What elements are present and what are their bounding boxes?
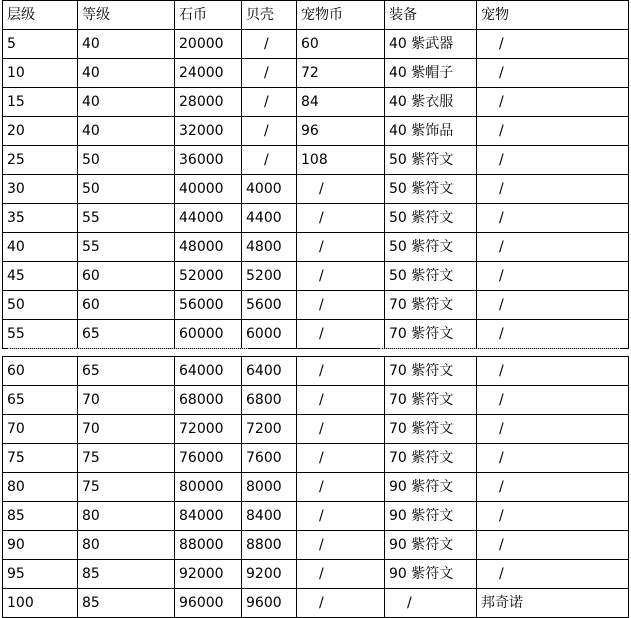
cell-pet-coins: / [297,204,385,233]
cell-equipment: 40 紫饰品 [385,117,477,146]
table-row [3,291,629,320]
cell-equipment: 40 紫衣服 [385,88,477,117]
cell-pet-coins: / [297,502,385,531]
cell-level: 55 [3,320,78,349]
cell-grade: 40 [78,59,175,88]
cell-grade: 55 [78,204,175,233]
cell-level: 50 [3,291,78,320]
cell-grade: 60 [78,262,175,291]
cell-pet-coins: / [297,444,385,473]
cell-stone-coins: 48000 [175,233,242,262]
table-row [3,531,629,560]
cell-shells: 6400 [242,357,297,386]
cell-pet: / [477,146,629,175]
cell-stone-coins: 44000 [175,204,242,233]
cell-shells: / [242,30,297,59]
cell-grade: 70 [78,386,175,415]
cell-equipment: 70 紫符文 [385,415,477,444]
cell-shells: 7200 [242,415,297,444]
cell-pet-coins: / [297,386,385,415]
cell-level: 20 [3,117,78,146]
cell-pet: / [477,88,629,117]
cell-level: 40 [3,233,78,262]
cell-equipment: 90 紫符文 [385,531,477,560]
header-cell-level: 层级 [3,1,78,30]
cell-equipment: 40 紫武器 [385,30,477,59]
cell-equipment: 90 紫符文 [385,502,477,531]
header-cell-shells: 贝壳 [242,1,297,30]
cell-pet: / [477,233,629,262]
table-row [3,560,629,589]
cell-equipment: 70 紫符文 [385,291,477,320]
cell-level: 5 [3,30,78,59]
cell-level: 95 [3,560,78,589]
cell-shells: 9600 [242,589,297,618]
table-row [3,204,629,233]
cell-stone-coins: 96000 [175,589,242,618]
cell-grade: 80 [78,531,175,560]
cell-pet: / [477,175,629,204]
cell-shells: / [242,146,297,175]
cell-pet: / [477,531,629,560]
cell-equipment: 50 紫符文 [385,175,477,204]
cell-shells: 8000 [242,473,297,502]
cell-level: 10 [3,59,78,88]
cell-equipment: 70 紫符文 [385,444,477,473]
cell-shells: 8800 [242,531,297,560]
cell-grade: 60 [78,291,175,320]
reward-table-bottom [2,356,629,618]
cell-stone-coins: 84000 [175,502,242,531]
table-row [3,444,629,473]
cell-pet-coins: / [297,589,385,618]
cell-pet-coins: / [297,531,385,560]
table-row [3,473,629,502]
cell-pet-coins: 60 [297,30,385,59]
cell-pet: / [477,204,629,233]
cell-grade: 50 [78,146,175,175]
cell-equipment: 90 紫符文 [385,473,477,502]
table-row [3,146,629,175]
cell-pet-coins: / [297,473,385,502]
cell-equipment: 70 紫符文 [385,357,477,386]
cell-grade: 75 [78,444,175,473]
cell-equipment: 50 紫符文 [385,146,477,175]
table-row [3,59,629,88]
cell-pet: / [477,291,629,320]
cell-grade: 65 [78,320,175,349]
cell-level: 15 [3,88,78,117]
cell-shells: / [242,117,297,146]
table-header-row [3,1,629,30]
reward-table-top-body [3,1,629,349]
cell-equipment: 90 紫符文 [385,560,477,589]
cell-stone-coins: 60000 [175,320,242,349]
table-row [3,30,629,59]
cell-pet-coins: / [297,320,385,349]
cell-level: 30 [3,175,78,204]
cell-shells: 4000 [242,175,297,204]
header-cell-grade: 等级 [78,1,175,30]
cell-stone-coins: 40000 [175,175,242,204]
table-row [3,233,629,262]
cell-pet: / [477,473,629,502]
cell-pet: / [477,357,629,386]
cell-pet-coins: / [297,262,385,291]
cell-pet: / [477,386,629,415]
cell-shells: / [242,88,297,117]
table-row [3,589,629,618]
cell-stone-coins: 68000 [175,386,242,415]
cell-level: 65 [3,386,78,415]
cell-shells: 6000 [242,320,297,349]
cell-pet-coins: / [297,175,385,204]
cell-equipment: 70 紫符文 [385,320,477,349]
cell-equipment: 40 紫帽子 [385,59,477,88]
cell-shells: 8400 [242,502,297,531]
table-row [3,357,629,386]
header-cell-pet-coins: 宠物币 [297,1,385,30]
cell-grade: 85 [78,589,175,618]
header-cell-equipment: 装备 [385,1,477,30]
table-row [3,415,629,444]
cell-level: 60 [3,357,78,386]
cell-level: 80 [3,473,78,502]
cell-pet-coins: 72 [297,59,385,88]
cell-pet-coins: 84 [297,88,385,117]
page-break-gap [0,343,631,355]
cell-pet: / [477,30,629,59]
cell-level: 45 [3,262,78,291]
cell-grade: 40 [78,117,175,146]
cell-level: 35 [3,204,78,233]
cell-pet: 邦奇诺 [477,589,629,618]
cell-grade: 65 [78,357,175,386]
cell-level: 25 [3,146,78,175]
cell-shells: 5200 [242,262,297,291]
cell-pet: / [477,415,629,444]
cell-pet: / [477,560,629,589]
cell-stone-coins: 76000 [175,444,242,473]
table-row [3,88,629,117]
cell-pet-coins: / [297,357,385,386]
cell-pet-coins: / [297,291,385,320]
table-row [3,386,629,415]
cell-pet: / [477,320,629,349]
cell-pet: / [477,502,629,531]
cell-level: 85 [3,502,78,531]
table-row [3,502,629,531]
page-break-line [380,348,620,349]
cell-shells: 9200 [242,560,297,589]
cell-grade: 70 [78,415,175,444]
cell-shells: 4800 [242,233,297,262]
cell-pet-coins: / [297,233,385,262]
cell-stone-coins: 36000 [175,146,242,175]
cell-shells: 6800 [242,386,297,415]
reward-table-top [2,0,629,349]
cell-stone-coins: 56000 [175,291,242,320]
table-row [3,175,629,204]
cell-grade: 40 [78,88,175,117]
cell-level: 75 [3,444,78,473]
cell-shells: / [242,59,297,88]
header-cell-stone-coins: 石币 [175,1,242,30]
cell-grade: 75 [78,473,175,502]
cell-stone-coins: 80000 [175,473,242,502]
cell-stone-coins: 28000 [175,88,242,117]
cell-pet-coins: 96 [297,117,385,146]
cell-pet: / [477,262,629,291]
cell-stone-coins: 32000 [175,117,242,146]
cell-grade: 80 [78,502,175,531]
reward-table-bottom-body [3,357,629,618]
cell-stone-coins: 24000 [175,59,242,88]
cell-pet-coins: 108 [297,146,385,175]
cell-equipment: 50 紫符文 [385,262,477,291]
cell-grade: 40 [78,30,175,59]
cell-pet-coins: / [297,560,385,589]
cell-equipment: / [385,589,477,618]
cell-pet: / [477,59,629,88]
cell-shells: 4400 [242,204,297,233]
cell-grade: 55 [78,233,175,262]
cell-stone-coins: 20000 [175,30,242,59]
page-break-line [8,348,248,349]
cell-pet-coins: / [297,415,385,444]
cell-pet: / [477,444,629,473]
cell-equipment: 50 紫符文 [385,204,477,233]
cell-stone-coins: 72000 [175,415,242,444]
cell-shells: 7600 [242,444,297,473]
cell-stone-coins: 92000 [175,560,242,589]
cell-level: 100 [3,589,78,618]
table-row [3,117,629,146]
cell-stone-coins: 64000 [175,357,242,386]
cell-level: 90 [3,531,78,560]
cell-pet: / [477,117,629,146]
cell-equipment: 70 紫符文 [385,386,477,415]
cell-stone-coins: 52000 [175,262,242,291]
cell-shells: 5600 [242,291,297,320]
header-cell-pet: 宠物 [477,1,629,30]
cell-equipment: 50 紫符文 [385,233,477,262]
cell-stone-coins: 88000 [175,531,242,560]
cell-grade: 85 [78,560,175,589]
cell-level: 70 [3,415,78,444]
table-row [3,262,629,291]
cell-grade: 50 [78,175,175,204]
